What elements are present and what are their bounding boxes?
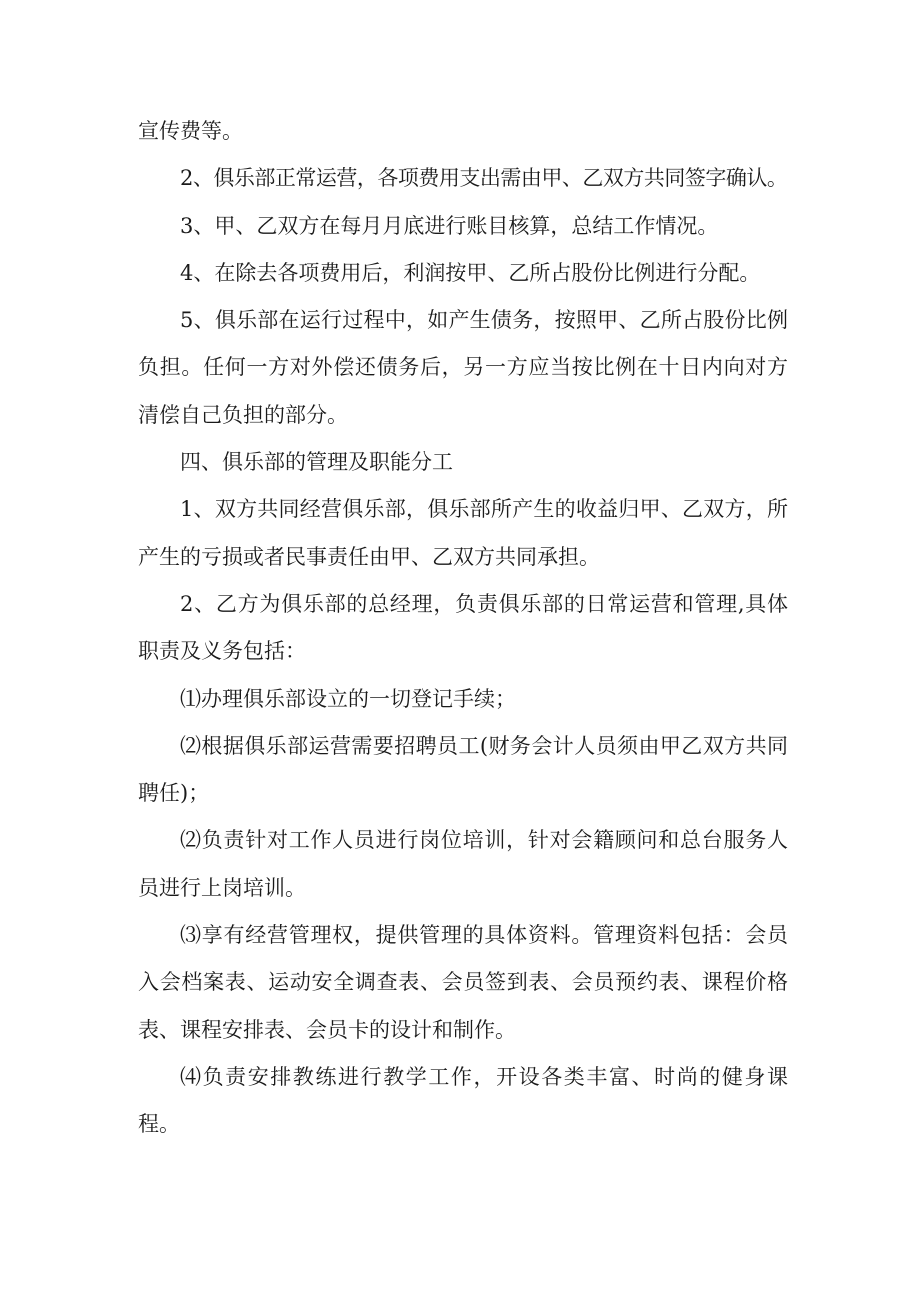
document-body bbox=[138, 108, 788, 1149]
sub-item-teaching-courses: ⑷负责安排教练进行教学工作，开设各类丰富、时尚的健身课程。 bbox=[138, 1064, 788, 1137]
paragraph-item-4-profit-distribution: 4、在除去各项费用后，利润按甲、乙所占股份比例进行分配。 bbox=[180, 260, 761, 285]
paragraph-item-2-general-manager: 2、乙方为俱乐部的总经理，负责俱乐部的日常运营和管理,具体职责及义务包括： bbox=[138, 591, 788, 664]
section-heading-management: 四、俱乐部的管理及职能分工 bbox=[180, 450, 453, 475]
sub-item-management-materials: ⑶享有经营管理权，提供管理的具体资料。管理资料包括：会员入会档案表、运动安全调查表、会员签到表、会员预约表、课程价格表、课程安排表、会员卡的设计和制作。 bbox=[138, 923, 788, 1042]
sub-item-training: ⑵负责针对工作人员进行岗位培训，针对会籍顾问和总台服务人员进行上岗培训。 bbox=[138, 828, 788, 900]
paragraph-item-2-expense-approval: 2、俱乐部正常运营，各项费用支出需由甲、乙双方共同签字确认。 bbox=[180, 166, 788, 191]
paragraph-item-5-debt-sharing: 5、俱乐部在运行过程中，如产生债务，按照甲、乙所占股份比例负担。任何一方对外偿还债务后，另一方应当按比例在十日内向对方清偿自己负担的部分。 bbox=[138, 308, 788, 427]
sub-item-registration: ⑴办理俱乐部设立的一切登记手续； bbox=[180, 686, 516, 711]
sub-item-recruitment: ⑵根据俱乐部运营需要招聘员工(财务会计人员须由甲乙双方共同聘任)； bbox=[138, 733, 788, 806]
paragraph-item-3-monthly-accounting: 3、甲、乙双方在每月月底进行账目核算，总结工作情况。 bbox=[180, 213, 719, 238]
paragraph-item-1-joint-operation: 1、双方共同经营俱乐部，俱乐部所产生的收益归甲、乙双方，所产生的亏损或者民事责任由甲、乙双方共同承担。 bbox=[138, 497, 788, 569]
paragraph-continuation: 宣传费等。 bbox=[138, 119, 243, 143]
